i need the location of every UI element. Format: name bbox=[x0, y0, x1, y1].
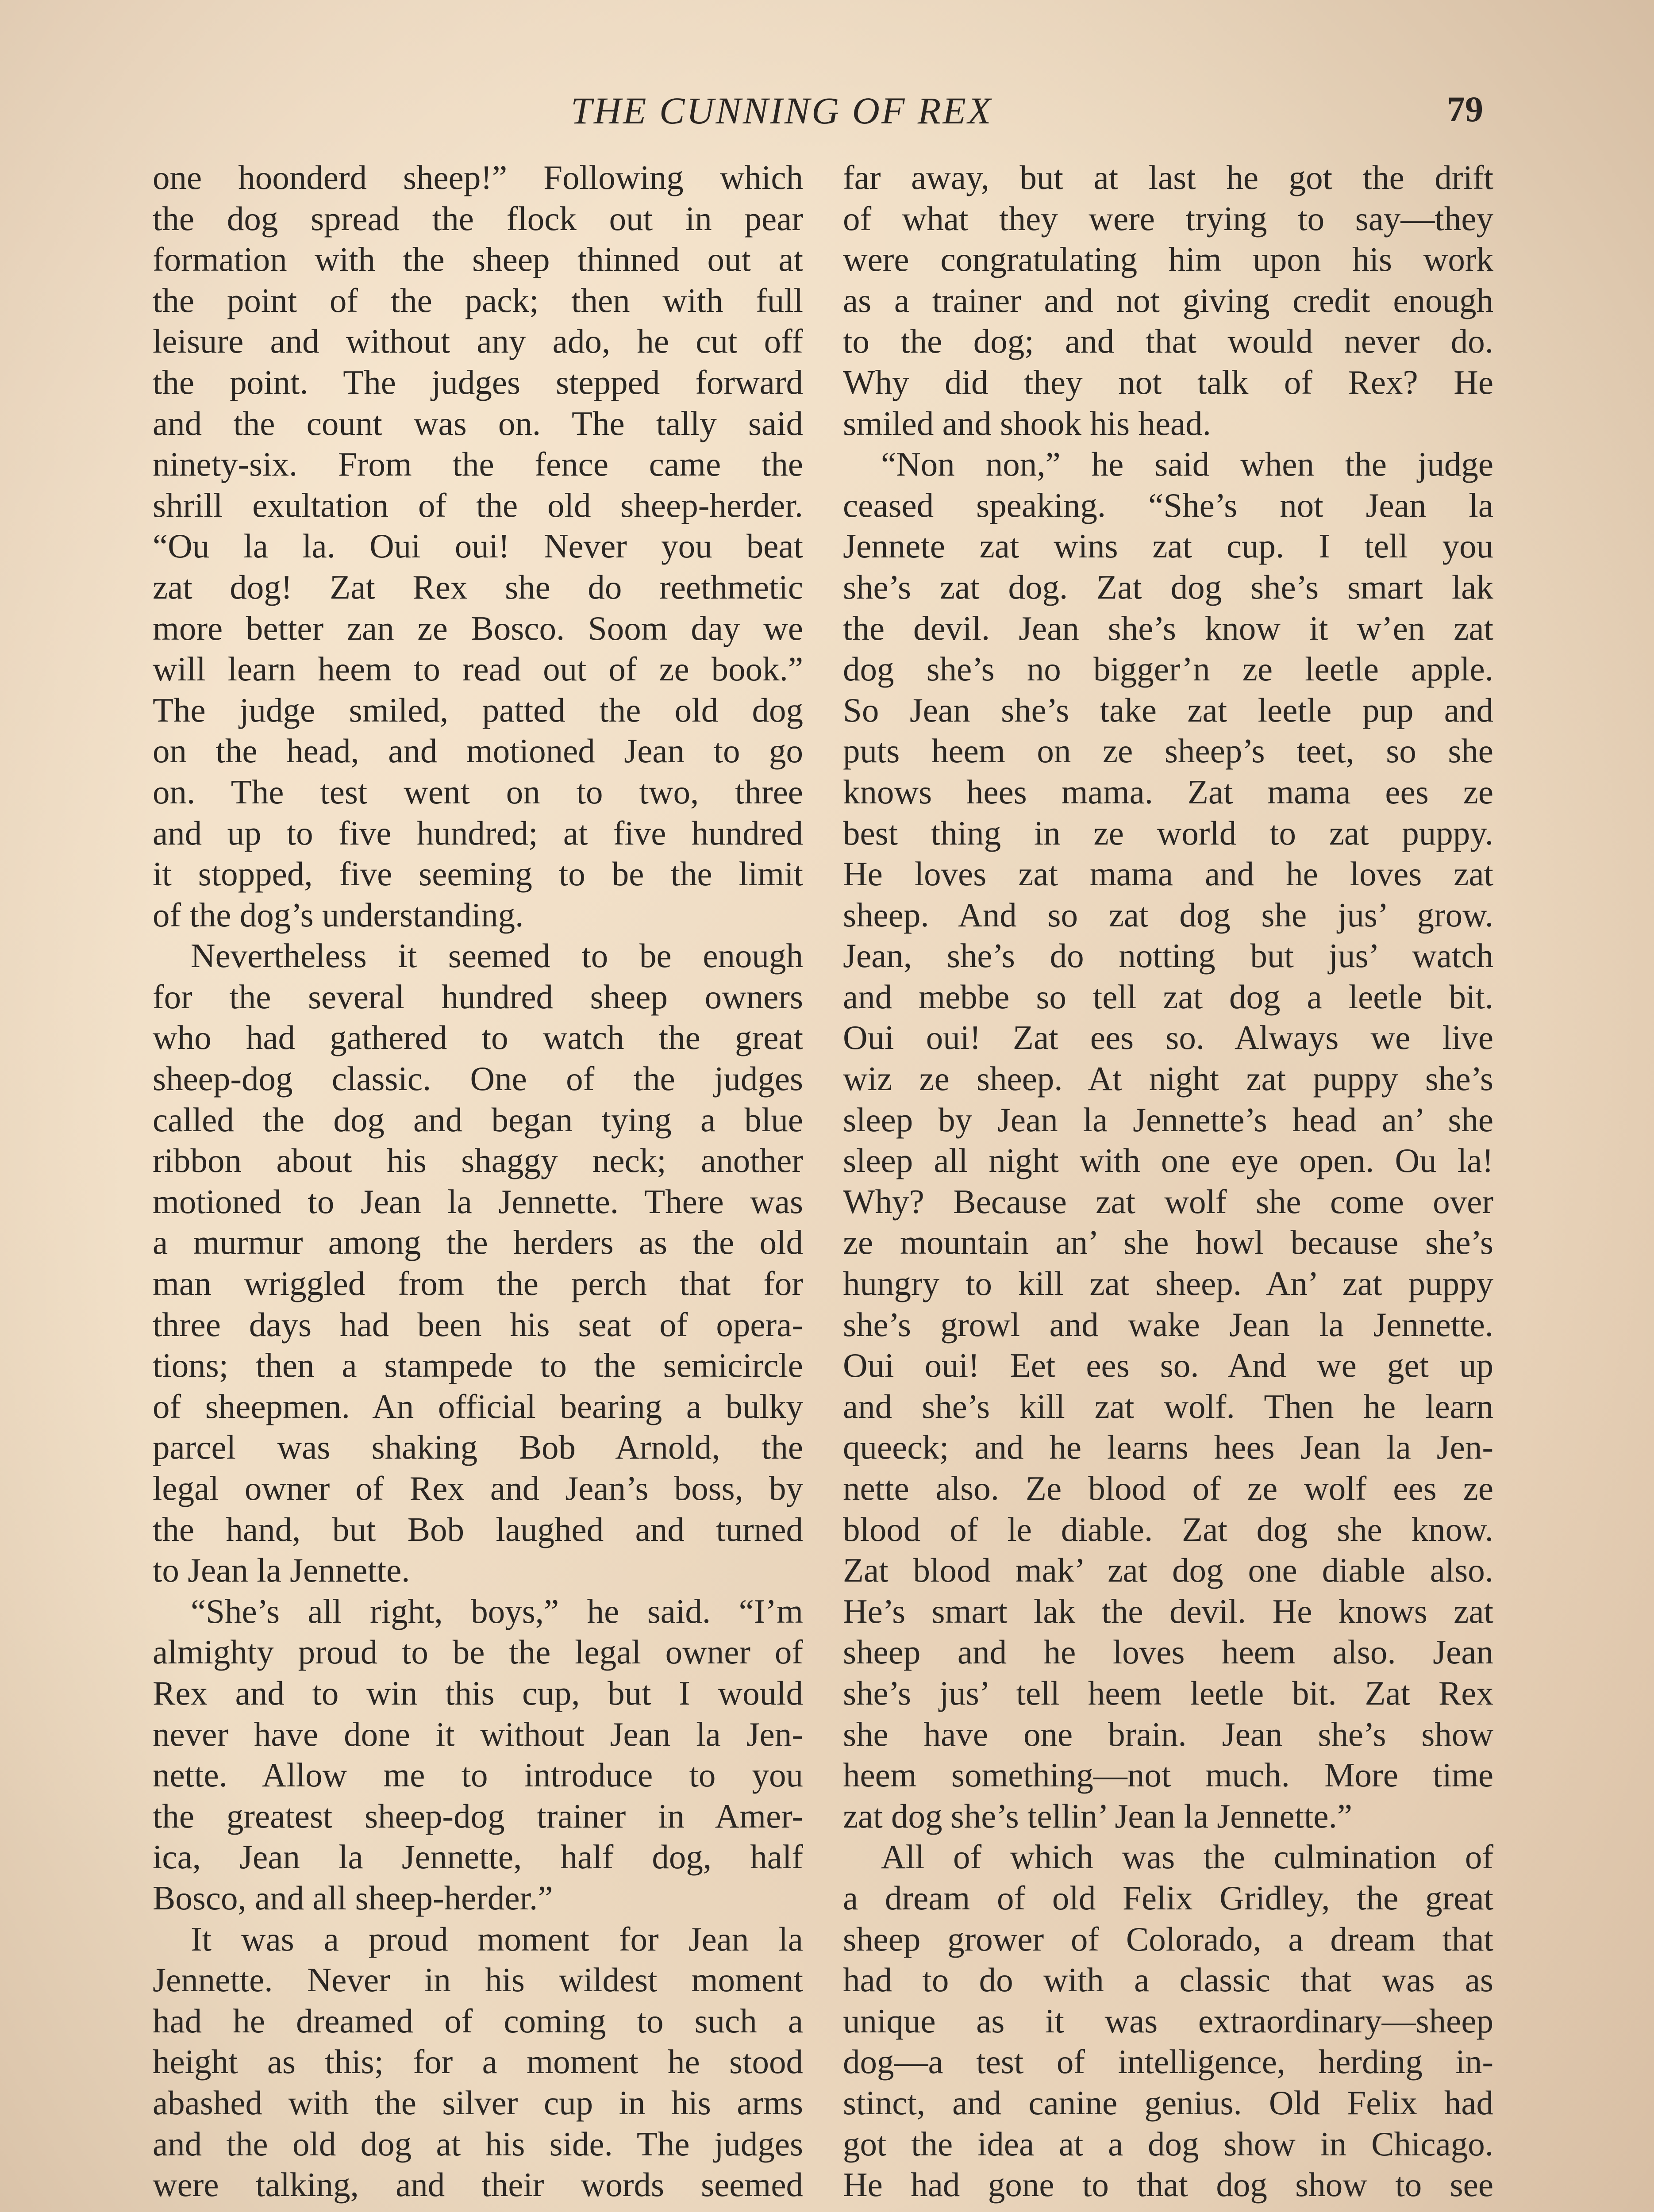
text-line: nette. Allow me to introduce to you bbox=[153, 1756, 803, 1794]
text-line: who had gathered to watch the great bbox=[153, 1018, 803, 1057]
text-line: blood of le diable. Zat dog she know. bbox=[843, 1510, 1493, 1548]
text-line: Why? Because zat wolf she come over bbox=[843, 1182, 1493, 1221]
text-line: queeck; and he learns hees Jean la Jen- bbox=[843, 1428, 1493, 1467]
page-number: 79 bbox=[1447, 89, 1483, 129]
text-line: He loves zat mama and he loves zat bbox=[843, 855, 1493, 893]
text-line: best thing in ze world to zat puppy. bbox=[843, 814, 1493, 852]
text-line: So Jean she’s take zat leetle pup and bbox=[843, 691, 1493, 729]
text-line: one hoonderd sheep!” Following which bbox=[153, 158, 803, 196]
text-line: puts heem on ze sheep’s teet, so she bbox=[843, 732, 1493, 770]
text-line: ica, Jean la Jennette, half dog, half bbox=[153, 1838, 803, 1876]
text-line: the hand, but Bob laughed and turned bbox=[153, 1510, 803, 1548]
text-line: far away, but at last he got the drift bbox=[843, 158, 1493, 196]
text-line: sheep grower of Colorado, a dream that bbox=[843, 1920, 1493, 1958]
text-line: unique as it was extraordinary—sheep bbox=[843, 2001, 1493, 2040]
running-title: THE CUNNING OF REX bbox=[571, 89, 993, 132]
text-line: had to do with a classic that was as bbox=[843, 1961, 1493, 1999]
text-line: parcel was shaking Bob Arnold, the bbox=[153, 1428, 803, 1467]
text-line: had he dreamed of coming to such a bbox=[153, 2001, 803, 2040]
text-line: the greatest sheep-dog trainer in Amer- bbox=[153, 1797, 803, 1835]
text-line: the devil. Jean she’s know it w’en zat bbox=[843, 609, 1493, 647]
text-line: Rex and to win this cup, but I would bbox=[153, 1674, 803, 1712]
text-line: shrill exultation of the old sheep-herder. bbox=[153, 486, 803, 524]
text-line: a dream of old Felix Gridley, the great bbox=[843, 1878, 1493, 1917]
text-line: on. The test went on to two, three bbox=[153, 772, 803, 811]
text-line: were talking, and their words seemed bbox=[153, 2166, 803, 2204]
text-line: dog—a test of intelligence, herding in- bbox=[843, 2043, 1493, 2081]
right-column bbox=[843, 157, 1493, 2205]
text-line: smiled and shook his head. bbox=[843, 404, 1211, 442]
text-line: “Non non,” he said when the judge bbox=[881, 445, 1493, 484]
text-line: sheep-dog classic. One of the judges bbox=[153, 1060, 803, 1098]
text-line: The judge smiled, patted the old dog bbox=[153, 691, 803, 729]
text-line: to the dog; and that would never do. bbox=[843, 322, 1493, 361]
text-line: hungry to kill zat sheep. An’ zat puppy bbox=[843, 1264, 1493, 1303]
text-line: ribbon about his shaggy neck; another bbox=[153, 1141, 803, 1180]
text-line: of what they were trying to say—they bbox=[843, 199, 1493, 238]
text-line: she’s growl and wake Jean la Jennette. bbox=[843, 1305, 1493, 1344]
text-line: were congratulating him upon his work bbox=[843, 240, 1493, 279]
text-line: formation with the sheep thinned out at bbox=[153, 240, 803, 279]
text-line: knows hees mama. Zat mama ees ze bbox=[843, 772, 1493, 811]
text-line: of sheepmen. An official bearing a bulky bbox=[153, 1387, 803, 1425]
text-line: He had gone to that dog show to see bbox=[843, 2166, 1493, 2204]
text-line: ceased speaking. “She’s not Jean la bbox=[843, 486, 1493, 524]
text-line: ze mountain an’ she howl because she’s bbox=[843, 1223, 1493, 1262]
text-line: on the head, and motioned Jean to go bbox=[153, 732, 803, 770]
text-line: Bosco, and all sheep-herder.” bbox=[153, 1878, 553, 1917]
text-line: she have one brain. Jean she’s show bbox=[843, 1715, 1493, 1753]
text-line: of the dog’s understanding. bbox=[153, 895, 524, 934]
text-line: man wriggled from the perch that for bbox=[153, 1264, 803, 1303]
text-line: she’s jus’ tell heem leetle bit. Zat Rex bbox=[843, 1674, 1493, 1712]
text-line: tions; then a stampede to the semicircle bbox=[153, 1346, 803, 1385]
text-line: called the dog and began tying a blue bbox=[153, 1100, 803, 1139]
text-line: got the idea at a dog show in Chicago. bbox=[843, 2124, 1493, 2163]
text-line: motioned to Jean la Jennette. There was bbox=[153, 1182, 803, 1221]
text-line: heem something—not much. More time bbox=[843, 1756, 1493, 1794]
text-line: to Jean la Jennette. bbox=[153, 1551, 410, 1590]
text-line: It was a proud moment for Jean la bbox=[191, 1920, 803, 1958]
text-line: height as this; for a moment he stood bbox=[153, 2043, 803, 2081]
text-line: the point of the pack; then with full bbox=[153, 281, 803, 319]
text-line: and mebbe so tell zat dog a leetle bit. bbox=[843, 977, 1493, 1016]
text-line: and the count was on. The tally said bbox=[153, 404, 803, 442]
text-line: more better zan ze Bosco. Soom day we bbox=[153, 609, 803, 647]
text-line: legal owner of Rex and Jean’s boss, by bbox=[153, 1469, 803, 1507]
text-line: leisure and without any ado, he cut off bbox=[153, 322, 803, 361]
text-line: Nevertheless it seemed to be enough bbox=[191, 937, 803, 975]
text-line: Jennette. Never in his wildest moment bbox=[153, 1961, 803, 1999]
text-line: will learn heem to read out of ze book.” bbox=[153, 650, 803, 688]
text-line: Jean, she’s do notting but jus’ watch bbox=[843, 937, 1493, 975]
text-line: as a trainer and not giving credit enough bbox=[843, 281, 1493, 319]
text-line: stinct, and canine genius. Old Felix had bbox=[843, 2083, 1493, 2122]
text-line: ninety-six. From the fence came the bbox=[153, 445, 803, 484]
text-line: sheep. And so zat dog she jus’ grow. bbox=[843, 895, 1493, 934]
text-line: sheep and he loves heem also. Jean bbox=[843, 1633, 1493, 1671]
text-line: the point. The judges stepped forward bbox=[153, 363, 803, 401]
text-line: nette also. Ze blood of ze wolf ees ze bbox=[843, 1469, 1493, 1507]
text-line: abashed with the silver cup in his arms bbox=[153, 2083, 803, 2122]
text-line: never have done it without Jean la Jen- bbox=[153, 1715, 803, 1753]
text-line: “Ou la la. Oui oui! Never you beat bbox=[153, 527, 803, 565]
text-line: she’s zat dog. Zat dog she’s smart lak bbox=[843, 568, 1493, 606]
running-head bbox=[0, 84, 1654, 142]
text-line: and the old dog at his side. The judges bbox=[153, 2124, 803, 2163]
text-line: “She’s all right, boys,” he said. “I’m bbox=[191, 1592, 803, 1630]
text-line: zat dog she’s tellin’ Jean la Jennette.” bbox=[843, 1797, 1353, 1835]
text-line: dog she’s no bigger’n ze leetle apple. bbox=[843, 650, 1493, 688]
text-line: zat dog! Zat Rex she do reethmetic bbox=[153, 568, 803, 606]
text-line: All of which was the culmination of bbox=[881, 1838, 1493, 1876]
text-line: almighty proud to be the legal owner of bbox=[153, 1633, 803, 1671]
text-line: Zat blood mak’ zat dog one diable also. bbox=[843, 1551, 1493, 1590]
text-line: the dog spread the flock out in pear bbox=[153, 199, 803, 238]
text-line: Why did they not talk of Rex? He bbox=[843, 363, 1493, 401]
text-line: and up to five hundred; at five hundred bbox=[153, 814, 803, 852]
text-line: wiz ze sheep. At night zat puppy she’s bbox=[843, 1060, 1493, 1098]
text-line: three days had been his seat of opera- bbox=[153, 1305, 803, 1344]
text-line: Jennete zat wins zat cup. I tell you bbox=[843, 527, 1493, 565]
text-line: a murmur among the herders as the old bbox=[153, 1223, 803, 1262]
text-line: for the several hundred sheep owners bbox=[153, 977, 803, 1016]
text-line: sleep by Jean la Jennette’s head an’ she bbox=[843, 1100, 1493, 1139]
left-column bbox=[153, 157, 803, 2205]
text-line: Oui oui! Eet ees so. And we get up bbox=[843, 1346, 1493, 1385]
text-line: it stopped, five seeming to be the limit bbox=[153, 855, 803, 893]
text-line: and she’s kill zat wolf. Then he learn bbox=[843, 1387, 1493, 1425]
text-line: Oui oui! Zat ees so. Always we live bbox=[843, 1018, 1493, 1057]
text-line: sleep all night with one eye open. Ou la! bbox=[843, 1141, 1493, 1180]
text-line: He’s smart lak the devil. He knows zat bbox=[843, 1592, 1493, 1630]
